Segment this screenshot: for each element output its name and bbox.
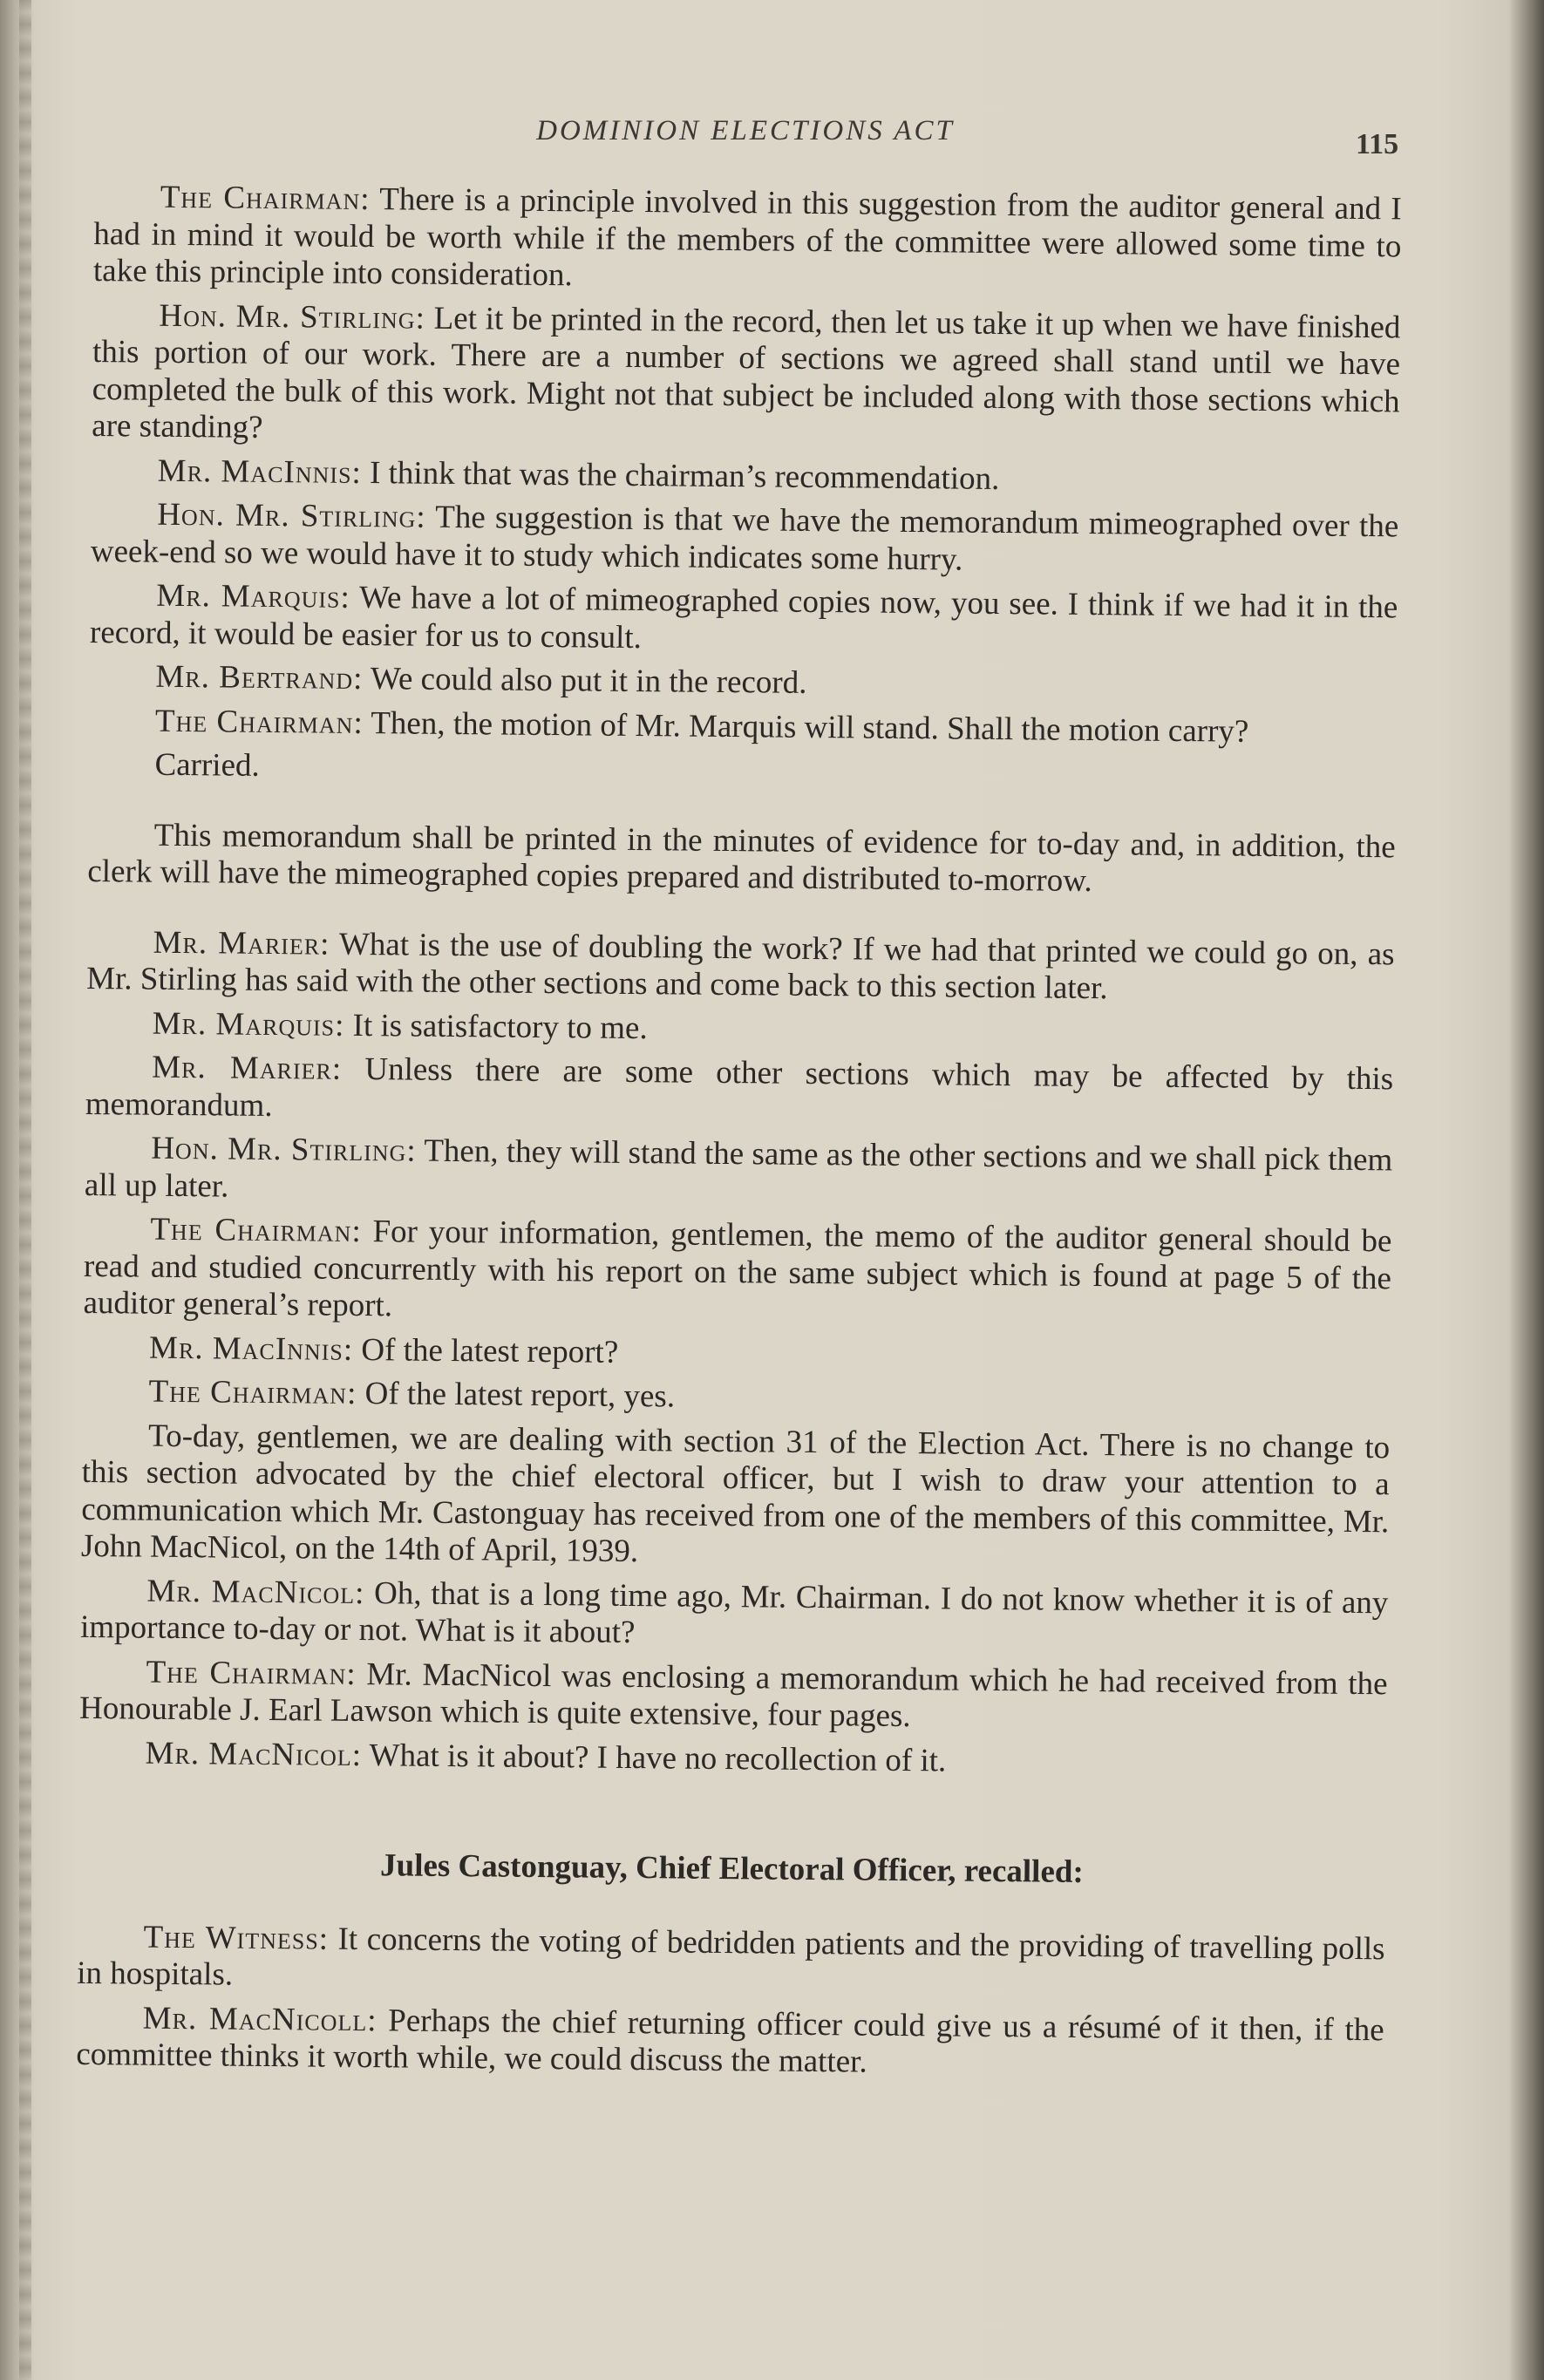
speaker: Mr. Marier: [153, 924, 330, 962]
paragraph-text: We could also put it in the record. [363, 660, 807, 701]
paragraph [89, 658, 1397, 708]
paragraph [86, 923, 1395, 1010]
paragraph-text: Of the latest report, yes. [357, 1375, 676, 1415]
speaker: Mr. Bertrand: [155, 658, 364, 697]
paragraph [92, 452, 1399, 501]
paragraph [89, 702, 1397, 751]
speaker: Mr. MacInnis: [157, 452, 363, 491]
page-number: 115 [1356, 128, 1399, 160]
paragraph-text: It is satisfactory to me. [344, 1007, 648, 1046]
speaker: The Chairman: [154, 703, 364, 741]
paragraph [76, 1999, 1384, 2085]
paragraph [85, 1049, 1394, 1135]
paragraph [90, 577, 1398, 663]
paragraph-text: It concerns the voting of bedridden patients and the providing of travelling polls in hospitals. [77, 1921, 1385, 1993]
paragraph-text: Mr. MacNicol was enclosing a memorandum which he had received from the Honourable J. Earl Lawson which is quite extensive, four pages. [78, 1656, 1388, 1735]
paragraph-text: What is it about? I have no recollection of it. [361, 1737, 947, 1778]
paragraph-text: What is the use of doubling the work? If we had that printed we could go on, as Mr. Stirling has said with the other sections and come back to this section later. [85, 926, 1395, 1007]
speaker: Hon. Mr. Stirling: [157, 496, 426, 535]
paragraph [83, 1329, 1391, 1378]
paragraph [83, 1211, 1391, 1335]
paragraph-text: Of the latest report? [352, 1331, 619, 1370]
speaker: The Witness: [143, 1919, 330, 1957]
paragraph-text: Perhaps the chief returning officer could give us a résumé of it then, if the committee thinks it worth while, we could discuss the matter. [76, 2002, 1384, 2080]
paragraph [79, 1653, 1388, 1739]
body-text [76, 179, 1402, 2093]
speaker: Mr. MacNicoll: [142, 2000, 377, 2038]
binding-edge [19, 0, 31, 2380]
paragraph [87, 816, 1396, 902]
paragraph-text: Then, they will stand the same as the other sections and we shall pick them all up later. [84, 1132, 1393, 1205]
paragraph-text: Then, the motion of Mr. Marquis will stand. Shall the motion carry? [363, 704, 1249, 750]
paragraph [91, 496, 1399, 582]
paragraph [78, 1734, 1386, 1784]
paragraph [81, 1417, 1391, 1577]
speaker: Hon. Mr. Stirling: [151, 1130, 417, 1169]
speaker: Mr. Marier: [152, 1049, 343, 1087]
speaker: Mr. MacNicol: [145, 1735, 363, 1773]
paragraph-text: Let it be printed in the record, then let us take it up when we have finished this portion of our work. There are a number of sections we agreed shall stand until we have completed the bulk of this work. Might not that subject be included along with those sections which are standing? [92, 300, 1401, 445]
speaker: The Chairman: [150, 1211, 362, 1249]
speaker: Hon. Mr. Stirling: [159, 297, 426, 337]
paragraph-text: There is a principle involved in this suggestion from the auditor general and I had in mind it would be worth while if the members of the committee were allowed some time to take this principle into consideration. [92, 181, 1402, 294]
paragraph-text: To-day, gentlemen, we are dealing with section 31 of the Election Act. There is no change to this section advocated by the chief electoral officer, but I wish to draw your attention to a communication which Mr. Castonguay has received from one of the members of this committee, Mr. John MacNicol, on the 14th of April, 1939. [80, 1418, 1391, 1570]
speaker: Mr. MacNicol: [146, 1573, 365, 1611]
paragraph [85, 1130, 1393, 1216]
speaker: Mr. MacInnis: [148, 1329, 354, 1368]
paragraph [80, 1572, 1389, 1658]
paragraph [77, 1918, 1385, 2004]
paragraph-text: I think that was the chairman’s recommendation. [361, 454, 1000, 497]
speaker: The Chairman: [146, 1654, 357, 1692]
paragraph-text: For your information, gentlemen, the memo of the auditor general should be read and studied concurrently with his report on the same subject which is found at page 5 of the auditor general’s report. [83, 1214, 1392, 1324]
paragraph [88, 746, 1396, 796]
paragraph [82, 1373, 1390, 1423]
speaker: The Chairman: [148, 1373, 357, 1411]
paragraph [93, 179, 1402, 303]
paragraph-text: Oh, that is a long time ago, Mr. Chairman. I do not know whether it is of any importance to-day or not. What is it about? [79, 1574, 1389, 1651]
paragraph-text: Unless there are some other sections which may be affected by this memorandum. [85, 1051, 1394, 1124]
paragraph-text: This memorandum shall be printed in the minutes of evidence for to-day and, in addition, the clerk will have the mimeographed copies prepared and distributed to-morrow. [87, 817, 1396, 900]
paragraph [85, 1004, 1393, 1054]
speaker: The Chairman: [160, 179, 371, 218]
speaker: Mr. Marquis: [156, 577, 350, 615]
speaker: Mr. Marquis: [152, 1005, 345, 1044]
section-heading: Jules Castonguay, Chief Electoral Officer, recalled: [379, 1847, 1084, 1890]
paragraph-text: The suggestion is that we have the memorandum mimeographed over the week-end so we would have it to study which indicates some hurry. [90, 499, 1399, 578]
paragraph [92, 296, 1401, 457]
running-title: DOMINION ELECTIONS ACT [536, 115, 955, 146]
paragraph-text: We have a lot of mimeographed copies now, you see. I think if we had it in the record, it would be easier for us to consult. [89, 579, 1398, 656]
paragraph-text: Carried. [154, 746, 260, 784]
